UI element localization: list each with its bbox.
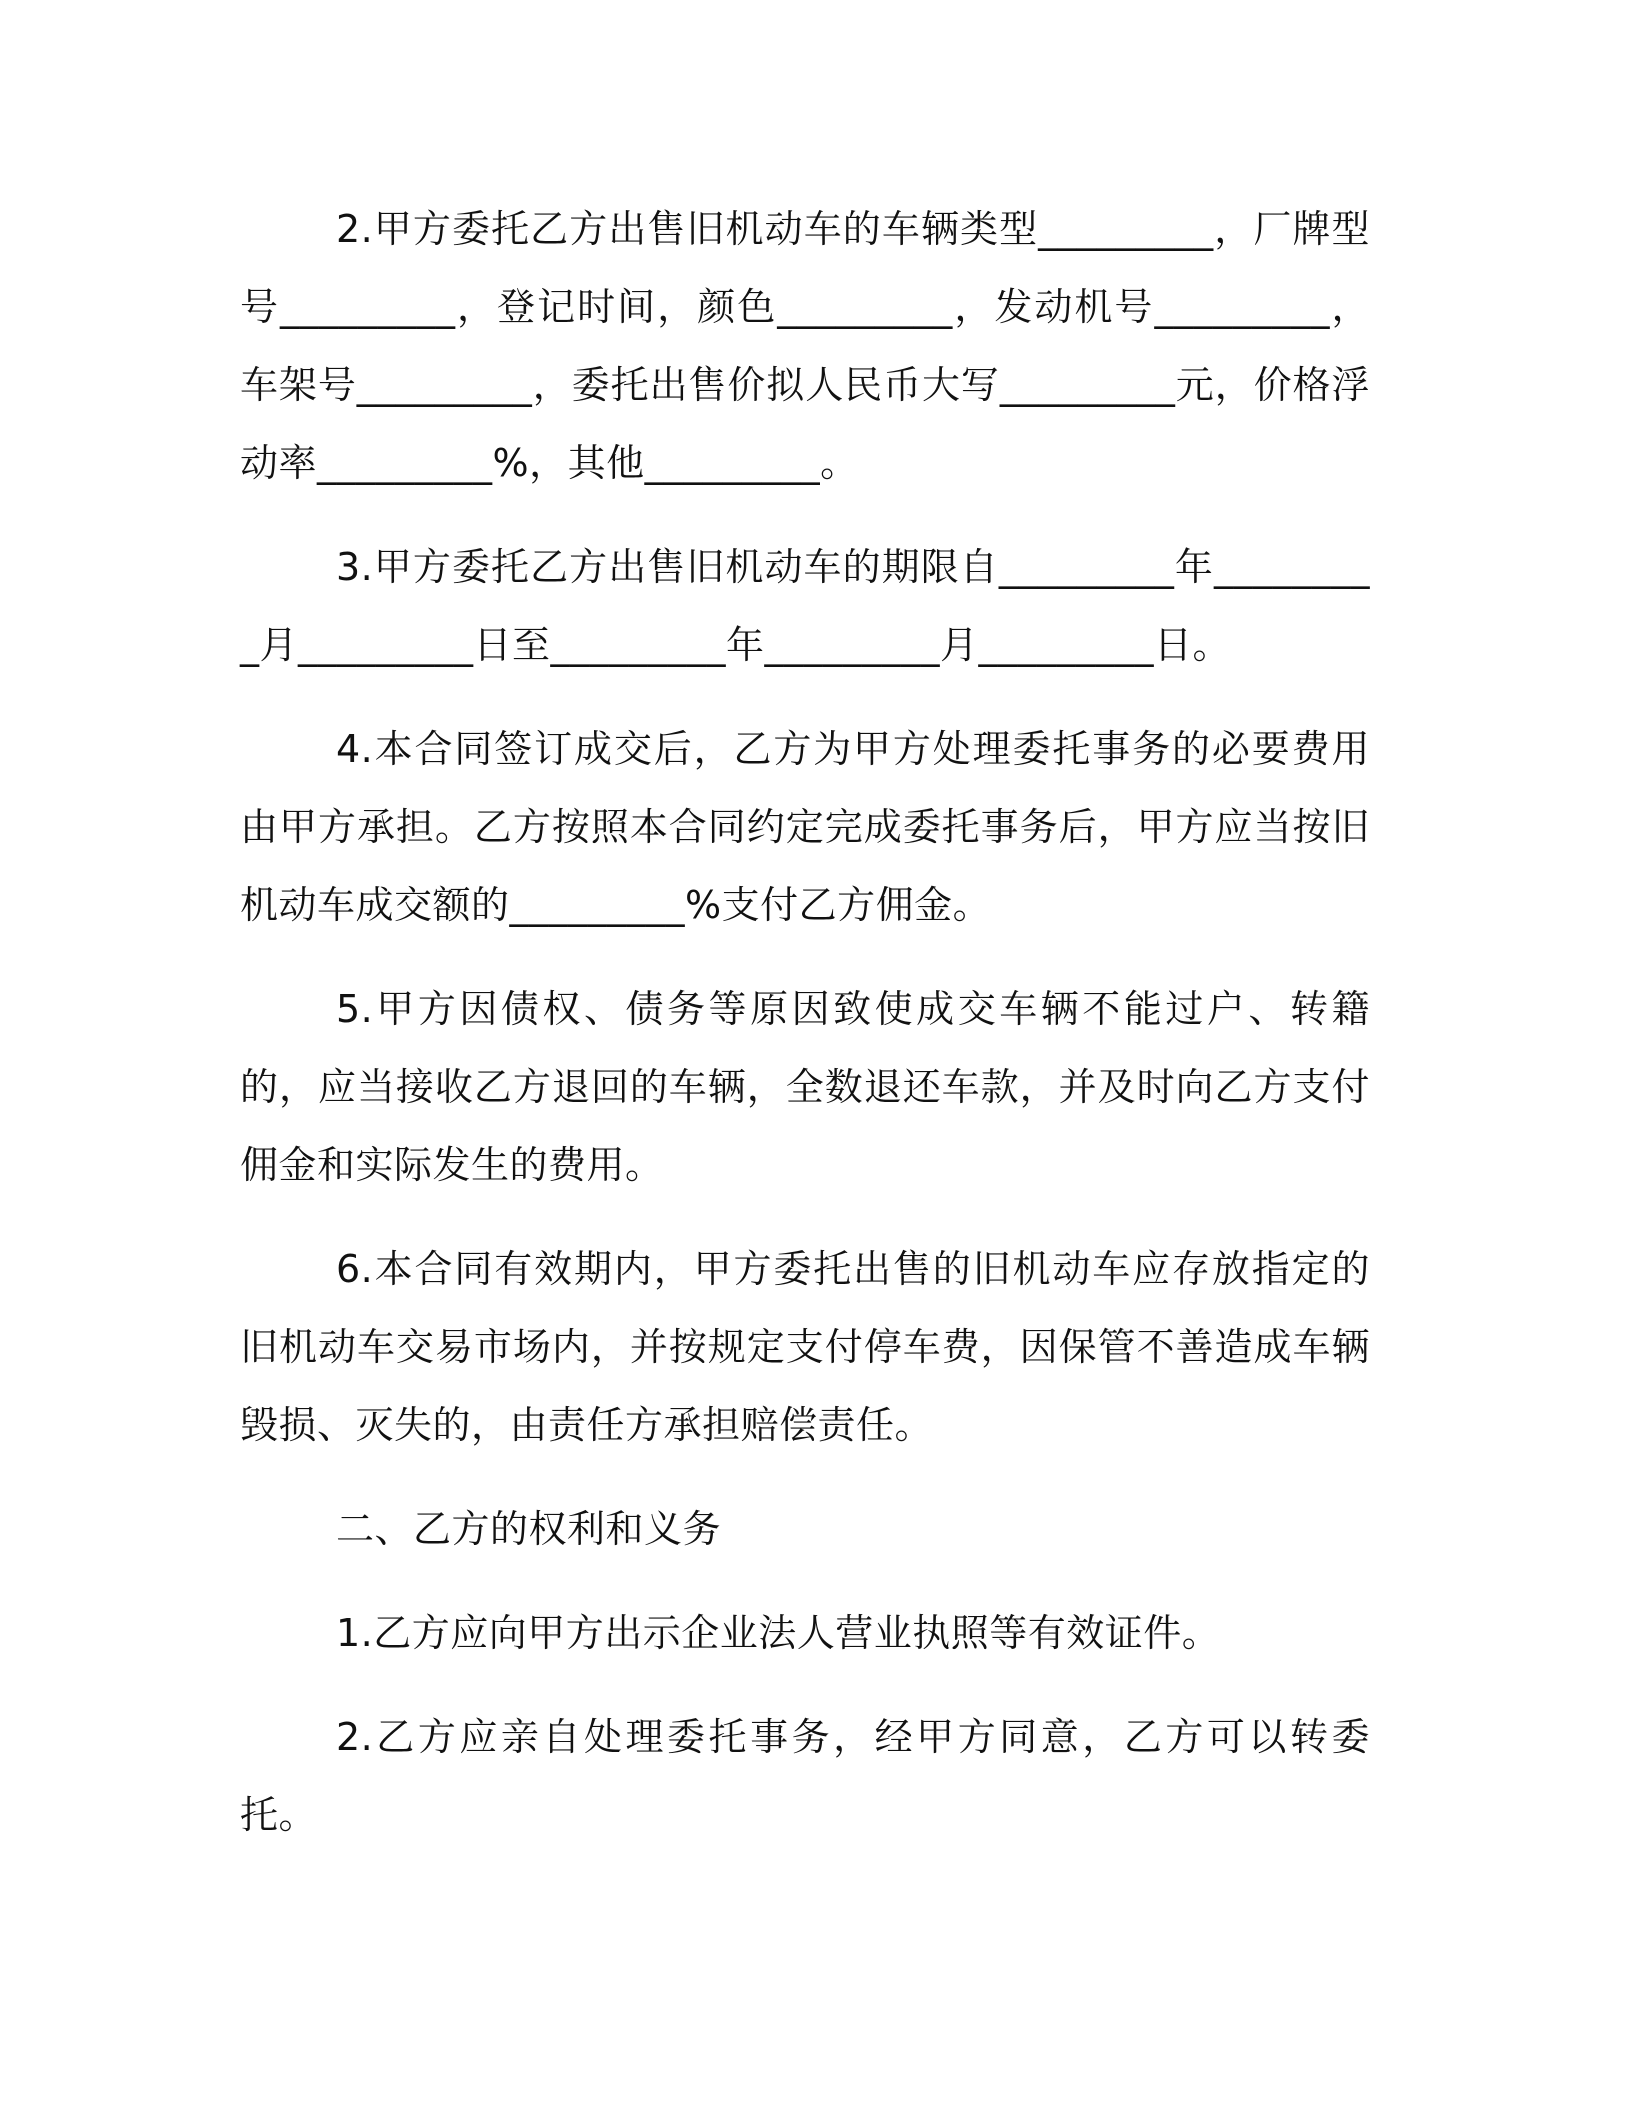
party-b-clause-2: 2.乙方应亲自处理委托事务，经甲方同意，乙方可以转委托。 <box>240 1715 1370 1837</box>
clause-2-vehicle-details: 2.甲方委托乙方出售旧机动车的车辆类型_________，厂牌型号_________，登记时间，颜色_________，发动机号_________，车架号_________，委托出售价拟人民币大写_________元，价格浮动率_________%，其他_________。 <box>240 207 1370 485</box>
section-heading-party-b: 二、乙方的权利和义务 <box>336 1507 722 1551</box>
document-body <box>240 190 1370 1880</box>
clause-3-consignment-period: 3.甲方委托乙方出售旧机动车的期限自_________年_________月_________日至_________年_________月_________日。 <box>240 545 1370 667</box>
clause-6-storage-liability: 6.本合同有效期内，甲方委托出售的旧机动车应存放指定的旧机动车交易市场内，并按规定支付停车费，因保管不善造成车辆毁损、灭失的，由责任方承担赔偿责任。 <box>240 1247 1370 1447</box>
party-b-clause-1: 1.乙方应向甲方出示企业法人营业执照等有效证件。 <box>336 1611 1221 1655</box>
clause-4-fees-commission: 4.本合同签订成交后，乙方为甲方处理委托事务的必要费用由甲方承担。乙方按照本合同约定完成委托事务后，甲方应当按旧机动车成交额的_________%支付乙方佣金。 <box>240 727 1370 927</box>
clause-5-transfer-failure: 5.甲方因债权、债务等原因致使成交车辆不能过户、转籍的，应当接收乙方退回的车辆，全数退还车款，并及时向乙方支付佣金和实际发生的费用。 <box>240 987 1370 1187</box>
